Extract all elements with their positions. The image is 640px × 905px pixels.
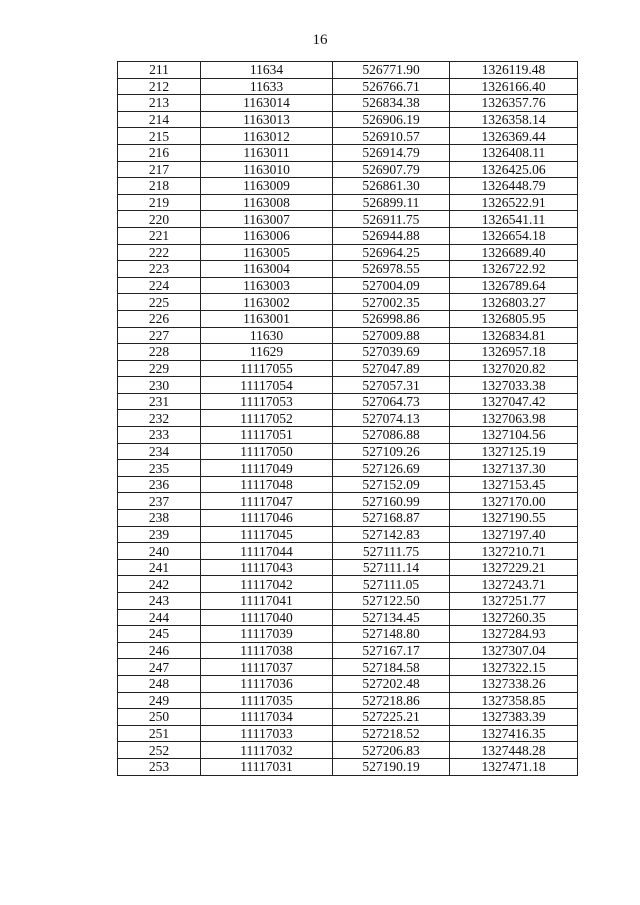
x-coordinate-cell: 526907.79: [333, 161, 450, 178]
row-number-cell: 214: [118, 111, 201, 128]
table-row: [118, 493, 578, 510]
point-id-cell: 11117046: [201, 510, 333, 527]
table-row: [118, 742, 578, 759]
y-coordinate-cell: 1326805.95: [450, 310, 578, 327]
table-row: [118, 111, 578, 128]
table-row: [118, 626, 578, 643]
coordinates-table-body: [118, 62, 578, 776]
point-id-cell: 11117048: [201, 476, 333, 493]
table-row: [118, 510, 578, 527]
x-coordinate-cell: 527109.26: [333, 443, 450, 460]
row-number-cell: 219: [118, 194, 201, 211]
y-coordinate-cell: 1327322.15: [450, 659, 578, 676]
point-id-cell: 11117040: [201, 609, 333, 626]
row-number-cell: 220: [118, 211, 201, 228]
table-row: [118, 559, 578, 576]
x-coordinate-cell: 527009.88: [333, 327, 450, 344]
x-coordinate-cell: 526911.75: [333, 211, 450, 228]
row-number-cell: 228: [118, 344, 201, 361]
x-coordinate-cell: 527039.69: [333, 344, 450, 361]
table-row: [118, 675, 578, 692]
point-id-cell: 11117033: [201, 725, 333, 742]
table-row: [118, 593, 578, 610]
x-coordinate-cell: 527122.50: [333, 593, 450, 610]
row-number-cell: 211: [118, 62, 201, 79]
x-coordinate-cell: 526834.38: [333, 95, 450, 112]
y-coordinate-cell: 1327197.40: [450, 526, 578, 543]
y-coordinate-cell: 1327383.39: [450, 709, 578, 726]
row-number-cell: 225: [118, 294, 201, 311]
point-id-cell: 11117034: [201, 709, 333, 726]
table-row: [118, 327, 578, 344]
y-coordinate-cell: 1326369.44: [450, 128, 578, 145]
x-coordinate-cell: 526861.30: [333, 178, 450, 195]
point-id-cell: 1163013: [201, 111, 333, 128]
table-row: [118, 758, 578, 775]
point-id-cell: 1163014: [201, 95, 333, 112]
point-id-cell: 11117035: [201, 692, 333, 709]
point-id-cell: 1163011: [201, 144, 333, 161]
row-number-cell: 251: [118, 725, 201, 742]
row-number-cell: 246: [118, 642, 201, 659]
point-id-cell: 11117049: [201, 460, 333, 477]
table-row: [118, 227, 578, 244]
x-coordinate-cell: 527206.83: [333, 742, 450, 759]
row-number-cell: 221: [118, 227, 201, 244]
y-coordinate-cell: 1326957.18: [450, 344, 578, 361]
point-id-cell: 11117054: [201, 377, 333, 394]
point-id-cell: 1163006: [201, 227, 333, 244]
table-row: [118, 178, 578, 195]
y-coordinate-cell: 1327190.55: [450, 510, 578, 527]
y-coordinate-cell: 1327153.45: [450, 476, 578, 493]
point-id-cell: 11117043: [201, 559, 333, 576]
table-row: [118, 244, 578, 261]
x-coordinate-cell: 527126.69: [333, 460, 450, 477]
row-number-cell: 226: [118, 310, 201, 327]
x-coordinate-cell: 527111.14: [333, 559, 450, 576]
y-coordinate-cell: 1326803.27: [450, 294, 578, 311]
point-id-cell: 11117032: [201, 742, 333, 759]
table-row: [118, 211, 578, 228]
y-coordinate-cell: 1326357.76: [450, 95, 578, 112]
row-number-cell: 248: [118, 675, 201, 692]
point-id-cell: 1163001: [201, 310, 333, 327]
point-id-cell: 1163002: [201, 294, 333, 311]
table-row: [118, 62, 578, 79]
table-row: [118, 576, 578, 593]
point-id-cell: 11117041: [201, 593, 333, 610]
y-coordinate-cell: 1327338.26: [450, 675, 578, 692]
row-number-cell: 212: [118, 78, 201, 95]
table-row: [118, 427, 578, 444]
point-id-cell: 11117055: [201, 360, 333, 377]
x-coordinate-cell: 527168.87: [333, 510, 450, 527]
y-coordinate-cell: 1326522.91: [450, 194, 578, 211]
table-row: [118, 161, 578, 178]
y-coordinate-cell: 1327125.19: [450, 443, 578, 460]
table-row: [118, 543, 578, 560]
table-row: [118, 460, 578, 477]
table-row: [118, 310, 578, 327]
point-id-cell: 1163010: [201, 161, 333, 178]
table-row: [118, 659, 578, 676]
x-coordinate-cell: 527047.89: [333, 360, 450, 377]
x-coordinate-cell: 526914.79: [333, 144, 450, 161]
row-number-cell: 218: [118, 178, 201, 195]
y-coordinate-cell: 1327284.93: [450, 626, 578, 643]
y-coordinate-cell: 1327137.30: [450, 460, 578, 477]
x-coordinate-cell: 527111.05: [333, 576, 450, 593]
x-coordinate-cell: 526944.88: [333, 227, 450, 244]
y-coordinate-cell: 1327260.35: [450, 609, 578, 626]
table-row: [118, 393, 578, 410]
table-row: [118, 709, 578, 726]
point-id-cell: 11117050: [201, 443, 333, 460]
row-number-cell: 213: [118, 95, 201, 112]
row-number-cell: 250: [118, 709, 201, 726]
row-number-cell: 234: [118, 443, 201, 460]
x-coordinate-cell: 527134.45: [333, 609, 450, 626]
y-coordinate-cell: 1326166.40: [450, 78, 578, 95]
x-coordinate-cell: 527218.52: [333, 725, 450, 742]
row-number-cell: 230: [118, 377, 201, 394]
y-coordinate-cell: 1327307.04: [450, 642, 578, 659]
y-coordinate-cell: 1326358.14: [450, 111, 578, 128]
point-id-cell: 1163003: [201, 277, 333, 294]
y-coordinate-cell: 1326834.81: [450, 327, 578, 344]
x-coordinate-cell: 527148.80: [333, 626, 450, 643]
row-number-cell: 235: [118, 460, 201, 477]
y-coordinate-cell: 1327210.71: [450, 543, 578, 560]
x-coordinate-cell: 527142.83: [333, 526, 450, 543]
y-coordinate-cell: 1327033.38: [450, 377, 578, 394]
x-coordinate-cell: 527086.88: [333, 427, 450, 444]
y-coordinate-cell: 1326541.11: [450, 211, 578, 228]
table-row: [118, 476, 578, 493]
row-number-cell: 253: [118, 758, 201, 775]
table-row: [118, 344, 578, 361]
y-coordinate-cell: 1326425.06: [450, 161, 578, 178]
y-coordinate-cell: 1326689.40: [450, 244, 578, 261]
point-id-cell: 11117039: [201, 626, 333, 643]
table-row: [118, 609, 578, 626]
point-id-cell: 11117036: [201, 675, 333, 692]
y-coordinate-cell: 1326448.79: [450, 178, 578, 195]
point-id-cell: 1163007: [201, 211, 333, 228]
y-coordinate-cell: 1327251.77: [450, 593, 578, 610]
y-coordinate-cell: 1327243.71: [450, 576, 578, 593]
point-id-cell: 11629: [201, 344, 333, 361]
row-number-cell: 249: [118, 692, 201, 709]
x-coordinate-cell: 527002.35: [333, 294, 450, 311]
point-id-cell: 11117053: [201, 393, 333, 410]
y-coordinate-cell: 1327471.18: [450, 758, 578, 775]
row-number-cell: 239: [118, 526, 201, 543]
row-number-cell: 243: [118, 593, 201, 610]
x-coordinate-cell: 527218.86: [333, 692, 450, 709]
x-coordinate-cell: 527074.13: [333, 410, 450, 427]
point-id-cell: 11117038: [201, 642, 333, 659]
y-coordinate-cell: 1327170.00: [450, 493, 578, 510]
y-coordinate-cell: 1327104.56: [450, 427, 578, 444]
y-coordinate-cell: 1327229.21: [450, 559, 578, 576]
point-id-cell: 1163012: [201, 128, 333, 145]
table-row: [118, 377, 578, 394]
x-coordinate-cell: 526998.86: [333, 310, 450, 327]
point-id-cell: 11117037: [201, 659, 333, 676]
table-row: [118, 692, 578, 709]
x-coordinate-cell: 527111.75: [333, 543, 450, 560]
row-number-cell: 227: [118, 327, 201, 344]
table-row: [118, 261, 578, 278]
row-number-cell: 232: [118, 410, 201, 427]
row-number-cell: 229: [118, 360, 201, 377]
x-coordinate-cell: 526910.57: [333, 128, 450, 145]
point-id-cell: 1163008: [201, 194, 333, 211]
point-id-cell: 11117052: [201, 410, 333, 427]
point-id-cell: 11117044: [201, 543, 333, 560]
x-coordinate-cell: 526771.90: [333, 62, 450, 79]
row-number-cell: 241: [118, 559, 201, 576]
y-coordinate-cell: 1327416.35: [450, 725, 578, 742]
x-coordinate-cell: 527152.09: [333, 476, 450, 493]
coordinates-table: [117, 61, 578, 776]
point-id-cell: 1163005: [201, 244, 333, 261]
table-row: [118, 144, 578, 161]
point-id-cell: 11630: [201, 327, 333, 344]
point-id-cell: 11117051: [201, 427, 333, 444]
row-number-cell: 238: [118, 510, 201, 527]
y-coordinate-cell: 1326119.48: [450, 62, 578, 79]
x-coordinate-cell: 527202.48: [333, 675, 450, 692]
y-coordinate-cell: 1327448.28: [450, 742, 578, 759]
page-number: 16: [312, 32, 328, 48]
table-row: [118, 95, 578, 112]
row-number-cell: 217: [118, 161, 201, 178]
point-id-cell: 11633: [201, 78, 333, 95]
table-row: [118, 443, 578, 460]
x-coordinate-cell: 527225.21: [333, 709, 450, 726]
point-id-cell: 1163004: [201, 261, 333, 278]
x-coordinate-cell: 527057.31: [333, 377, 450, 394]
table-row: [118, 526, 578, 543]
row-number-cell: 244: [118, 609, 201, 626]
row-number-cell: 233: [118, 427, 201, 444]
x-coordinate-cell: 526978.55: [333, 261, 450, 278]
row-number-cell: 252: [118, 742, 201, 759]
table-row: [118, 128, 578, 145]
table-row: [118, 642, 578, 659]
x-coordinate-cell: 527167.17: [333, 642, 450, 659]
point-id-cell: 11634: [201, 62, 333, 79]
row-number-cell: 242: [118, 576, 201, 593]
point-id-cell: 11117031: [201, 758, 333, 775]
x-coordinate-cell: 527184.58: [333, 659, 450, 676]
x-coordinate-cell: 527004.09: [333, 277, 450, 294]
x-coordinate-cell: 526906.19: [333, 111, 450, 128]
table-row: [118, 194, 578, 211]
row-number-cell: 247: [118, 659, 201, 676]
row-number-cell: 223: [118, 261, 201, 278]
table-row: [118, 78, 578, 95]
x-coordinate-cell: 527190.19: [333, 758, 450, 775]
y-coordinate-cell: 1326408.11: [450, 144, 578, 161]
row-number-cell: 240: [118, 543, 201, 560]
y-coordinate-cell: 1327358.85: [450, 692, 578, 709]
table-row: [118, 725, 578, 742]
y-coordinate-cell: 1327047.42: [450, 393, 578, 410]
x-coordinate-cell: 526964.25: [333, 244, 450, 261]
table-row: [118, 294, 578, 311]
y-coordinate-cell: 1326722.92: [450, 261, 578, 278]
x-coordinate-cell: 527064.73: [333, 393, 450, 410]
point-id-cell: 1163009: [201, 178, 333, 195]
row-number-cell: 231: [118, 393, 201, 410]
row-number-cell: 245: [118, 626, 201, 643]
row-number-cell: 222: [118, 244, 201, 261]
y-coordinate-cell: 1326789.64: [450, 277, 578, 294]
row-number-cell: 237: [118, 493, 201, 510]
y-coordinate-cell: 1327020.82: [450, 360, 578, 377]
point-id-cell: 11117047: [201, 493, 333, 510]
x-coordinate-cell: 526766.71: [333, 78, 450, 95]
row-number-cell: 236: [118, 476, 201, 493]
row-number-cell: 224: [118, 277, 201, 294]
table-row: [118, 277, 578, 294]
x-coordinate-cell: 527160.99: [333, 493, 450, 510]
table-row: [118, 410, 578, 427]
y-coordinate-cell: 1326654.18: [450, 227, 578, 244]
row-number-cell: 215: [118, 128, 201, 145]
point-id-cell: 11117042: [201, 576, 333, 593]
y-coordinate-cell: 1327063.98: [450, 410, 578, 427]
point-id-cell: 11117045: [201, 526, 333, 543]
row-number-cell: 216: [118, 144, 201, 161]
table-row: [118, 360, 578, 377]
x-coordinate-cell: 526899.11: [333, 194, 450, 211]
